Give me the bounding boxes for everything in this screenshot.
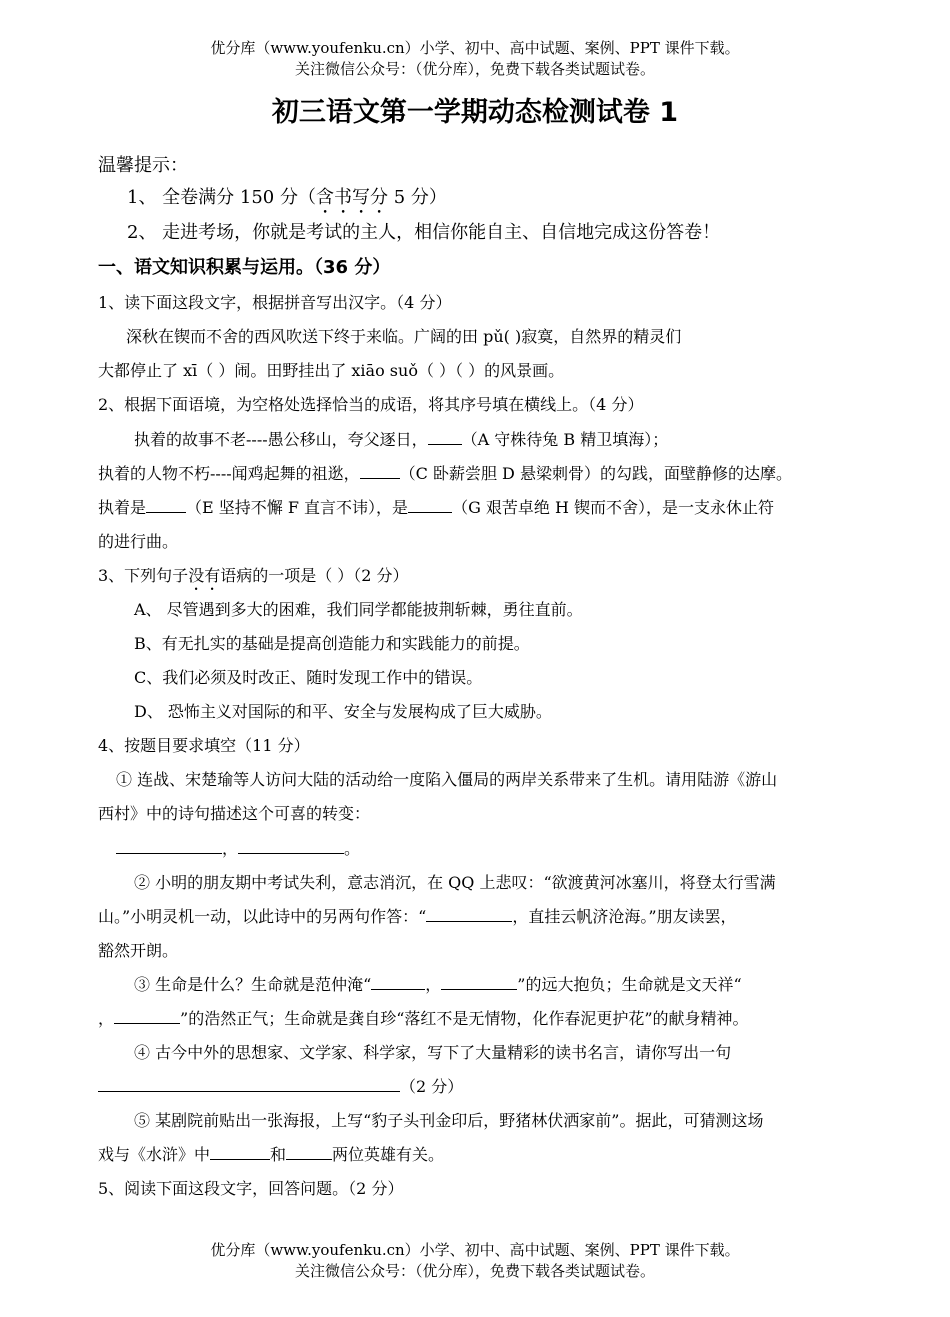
- q2-stem: 2、根据下面语境，为空格处选择恰当的成语，将其序号填在横线上。（4 分）: [98, 395, 644, 414]
- answer-blank[interactable]: [408, 498, 452, 513]
- q4-part-2-line-2: [98, 906, 737, 928]
- q2-line-1-options: （A 守株待兔 B 精卫填海）；: [461, 430, 669, 449]
- q3-option-d: D、 恐怖主义对国际的和平、安全与发展构成了巨大威胁。: [134, 702, 552, 721]
- q4-part-1-line-1: ① 连战、宋楚瑜等人访问大陆的活动给一度陷入僵局的两岸关系带来了生机。请用陆游《游山: [116, 770, 778, 789]
- q4-part-5-and: 和: [270, 1145, 287, 1164]
- q4-part-1-comma: ，: [222, 839, 239, 858]
- q4-part-3-comma-2: ，: [98, 1009, 115, 1028]
- tips-item-1-pre: 1、 全卷满分 150 分（: [127, 187, 316, 208]
- q2-line-2: [98, 463, 792, 485]
- tips-item-1-post: 5 分）: [387, 187, 447, 208]
- q2-line-3: [98, 497, 774, 519]
- q4-part-3-text-end: ”的远大抱负；生命就是文天祥“: [517, 975, 742, 994]
- q4-part-3-line-2: [98, 1008, 749, 1030]
- q1-line-2: 大都停止了 xī（ ）闹。田野挂出了 xiāo suǒ（ ）（ ）的风景画。: [98, 361, 565, 380]
- q4-part-4-line-1: ④ 古今中外的思想家、文学家、科学家，写下了大量精彩的读书名言，请你写出一句: [134, 1043, 732, 1062]
- q2-line-1: [134, 429, 668, 451]
- header-line-2: 关注微信公众号：（优分库），免费下载各类试题试卷。: [294, 60, 655, 78]
- q4-part-3-text-2: ”的浩然正气；生命就是龚自珍“落红不是无情物，化作春泥更护花”的献身精神。: [180, 1009, 749, 1028]
- tips-item-2: 2、 走进考场，你就是考试的主人，相信你能自主、自信地完成这份答卷！: [127, 222, 721, 243]
- q3-stem-post: 语病的一项是（ ）（2 分）: [220, 566, 409, 585]
- answer-blank[interactable]: [116, 839, 222, 854]
- page-title: 初三语文第一学期动态检测试卷 1: [271, 97, 679, 128]
- q4-part-2-text: 山。”小明灵机一动，以此诗中的另两句作答：“: [98, 907, 427, 926]
- q4-stem: 4、按题目要求填空（11 分）: [98, 736, 310, 755]
- q2-line-2-options: （C 卧薪尝胆 D 悬梁刺骨）的勾践，面壁静修的达摩。: [399, 464, 792, 483]
- q4-part-5-line-2: [98, 1144, 444, 1166]
- answer-blank[interactable]: [210, 1145, 270, 1160]
- q2-line-4: 的进行曲。: [98, 532, 179, 551]
- q4-part-5-text-end: 两位英雄有关。: [332, 1145, 445, 1164]
- q3-option-c: C、我们必须及时改正、随时发现工作中的错误。: [134, 668, 483, 687]
- header-line-1: 优分库（www.youfenku.cn）小学、初中、高中试题、案例、PPT 课件下载。: [210, 39, 740, 57]
- answer-blank[interactable]: [360, 464, 400, 479]
- q4-part-4-score: （2 分）: [400, 1077, 464, 1096]
- tips-heading: 温馨提示：: [98, 155, 188, 176]
- q4-part-2-line-3: 豁然开朗。: [98, 941, 179, 960]
- answer-blank[interactable]: [286, 1145, 332, 1160]
- q3-option-b: B、有无扎实的基础是提高创造能力和实践能力的前提。: [134, 634, 530, 653]
- tips-item-1-emphasis: 含书写分: [315, 187, 388, 208]
- answer-blank[interactable]: [238, 839, 344, 854]
- q2-line-2-text: 执着的人物不朽----闻鸡起舞的祖逖，: [98, 464, 360, 483]
- q4-part-1-answer: [116, 838, 360, 860]
- answer-blank[interactable]: [428, 430, 462, 445]
- q4-part-3-line-1: [134, 974, 742, 996]
- q2-line-3-options-1: （E 坚持不懈 F 直言不讳），是: [186, 498, 409, 517]
- q4-part-1-line-2: 西村》中的诗句描述这个可喜的转变：: [98, 804, 371, 823]
- answer-blank[interactable]: [441, 975, 517, 990]
- footer-line-2: 关注微信公众号：（优分库），免费下载各类试题试卷。: [294, 1262, 655, 1280]
- q1-line-1: 深秋在锲而不舍的西风吹送下终于来临。广阔的田 pǔ( )寂寞，自然界的精灵们: [126, 327, 682, 346]
- q4-part-5-text: 戏与《水浒》中: [98, 1145, 211, 1164]
- q4-part-1-period: 。: [344, 839, 361, 858]
- answer-blank[interactable]: [371, 975, 425, 990]
- q4-part-3-text: ③ 生命是什么？生命就是范仲淹“: [134, 975, 372, 994]
- q3-stem: [98, 565, 409, 594]
- answer-blank[interactable]: [426, 907, 512, 922]
- q4-part-4-answer: [98, 1076, 463, 1098]
- q3-option-a: A、 尽管遇到多大的困难，我们同学都能披荆斩棘，勇往直前。: [134, 600, 583, 619]
- answer-blank[interactable]: [146, 498, 186, 513]
- q3-stem-pre: 3、下列句子: [98, 566, 189, 585]
- q2-line-3-options-2: （G 艰苦卓绝 H 锲而不舍），是一支永休止符: [452, 498, 775, 517]
- answer-blank[interactable]: [114, 1009, 180, 1024]
- q1-stem: 1、读下面这段文字，根据拼音写出汉字。（4 分）: [98, 293, 452, 312]
- answer-blank[interactable]: [98, 1077, 400, 1092]
- section-1-heading: 一、语文知识积累与运用。（36 分）: [98, 257, 391, 278]
- q4-part-5-line-1: ⑤ 某剧院前贴出一张海报，上写“豹子头刊金印后，野猪林伏洒家前”。据此，可猜测这场: [134, 1111, 764, 1130]
- q2-line-3-text: 执着是: [98, 498, 147, 517]
- q5-stem: 5、阅读下面这段文字，回答问题。（2 分）: [98, 1179, 404, 1198]
- q3-stem-emphasis: 没有: [188, 566, 221, 585]
- footer-line-1: 优分库（www.youfenku.cn）小学、初中、高中试题、案例、PPT 课件下载。: [210, 1241, 740, 1259]
- q4-part-2-text-end: ，直挂云帆济沧海。”朋友读罢，: [512, 907, 737, 926]
- q4-part-3-comma: ，: [425, 975, 442, 994]
- tips-item-1: [127, 187, 447, 218]
- q2-line-1-text: 执着的故事不老----愚公移山，夸父逐日，: [134, 430, 428, 449]
- q4-part-2-line-1: ② 小明的朋友期中考试失利，意志消沉，在 QQ 上悲叹：“欲渡黄河冰塞川，将登太行雪满: [134, 873, 776, 892]
